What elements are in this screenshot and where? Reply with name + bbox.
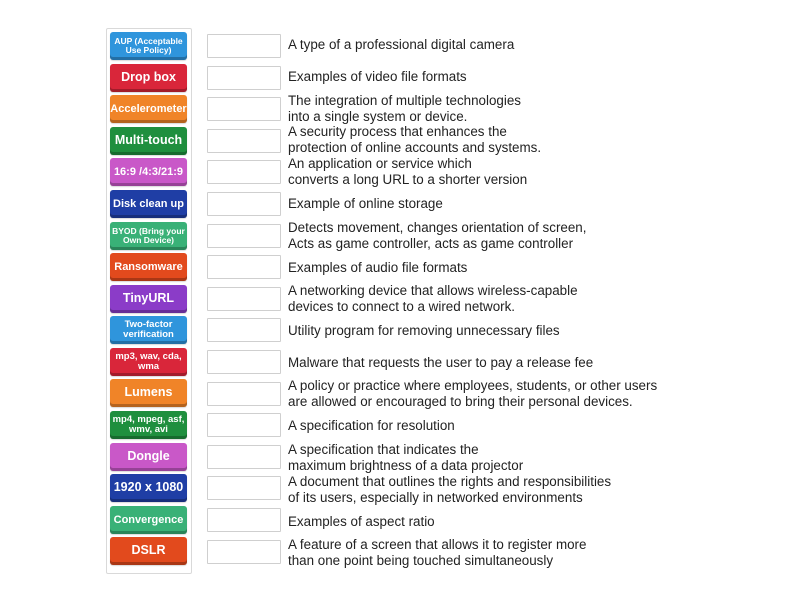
answer-tile[interactable]: Ransomware xyxy=(110,253,187,281)
description-text: A networking device that allows wireless-capable devices to connect to a wired network. xyxy=(288,283,578,314)
answer-tile[interactable]: Accelerometer xyxy=(110,95,187,123)
answer-drop-box[interactable] xyxy=(207,224,281,248)
description-text: Utility program for removing unnecessary files xyxy=(288,323,560,338)
description-text: Examples of aspect ratio xyxy=(288,514,435,529)
answer-tile[interactable]: BYOD (Bring your Own Device) xyxy=(110,222,187,250)
answer-drop-box[interactable] xyxy=(207,445,281,469)
answer-tile[interactable]: DSLR xyxy=(110,537,187,565)
description-text: Examples of video file formats xyxy=(288,69,467,84)
answer-drop-box[interactable] xyxy=(207,287,281,311)
answer-tile[interactable]: Multi-touch xyxy=(110,127,187,155)
answer-drop-box[interactable] xyxy=(207,129,281,153)
answer-tile[interactable]: Two-factor verification xyxy=(110,316,187,344)
answer-tile[interactable]: Dongle xyxy=(110,443,187,471)
answer-drop-box[interactable] xyxy=(207,350,281,374)
description-text: Example of online storage xyxy=(288,196,443,211)
answer-tile[interactable]: 16:9 /4:3/21:9 xyxy=(110,158,187,186)
description-text: A policy or practice where employees, students, or other users are allowed or encouraged to bring their personal devices. xyxy=(288,378,658,409)
answer-tile[interactable]: Drop box xyxy=(110,64,187,92)
answer-drop-box[interactable] xyxy=(207,34,281,58)
answer-tile[interactable]: mp4, mpeg, asf, wmv, avi xyxy=(110,411,187,439)
answer-tiles-panel xyxy=(106,28,192,574)
answer-drop-box[interactable] xyxy=(207,318,281,342)
answer-tile[interactable]: Lumens xyxy=(110,379,187,407)
description-text: A security process that enhances the protection of online accounts and systems. xyxy=(288,124,542,155)
answer-drop-box[interactable] xyxy=(207,255,281,279)
answer-drop-box[interactable] xyxy=(207,160,281,184)
description-text: A specification that indicates the maximum brightness of a data projector xyxy=(288,442,524,473)
description-text: A type of a professional digital camera xyxy=(288,37,515,52)
answer-tile[interactable]: Disk clean up xyxy=(110,190,187,218)
answer-drop-box[interactable] xyxy=(207,97,281,121)
description-text: A feature of a screen that allows it to register more than one point being touched simultaneously xyxy=(288,537,587,568)
answer-tile[interactable]: 1920 x 1080 xyxy=(110,474,187,502)
answer-drop-box[interactable] xyxy=(207,382,281,406)
description-text: Detects movement, changes orientation of screen, Acts as game controller, acts as game controller xyxy=(288,220,587,251)
description-text: An application or service which converts a long URL to a shorter version xyxy=(288,156,528,187)
answer-drop-box[interactable] xyxy=(207,66,281,90)
answer-drop-box[interactable] xyxy=(207,540,281,564)
answer-drop-box[interactable] xyxy=(207,413,281,437)
answer-tile[interactable]: mp3, wav, cda, wma xyxy=(110,348,187,376)
description-text: A document that outlines the rights and responsibilities of its users, especially in networked environments xyxy=(288,474,612,505)
answer-drop-box[interactable] xyxy=(207,508,281,532)
description-text: Malware that requests the user to pay a release fee xyxy=(288,355,594,370)
answer-tile[interactable]: TinyURL xyxy=(110,285,187,313)
description-text: The integration of multiple technologies into a single system or device. xyxy=(288,93,521,124)
answer-drop-box[interactable] xyxy=(207,192,281,216)
description-text: A specification for resolution xyxy=(288,418,455,433)
answer-drop-box[interactable] xyxy=(207,476,281,500)
description-text: Examples of audio file formats xyxy=(288,260,468,275)
answer-tile[interactable]: Convergence xyxy=(110,506,187,534)
answer-tile[interactable]: AUP (Acceptable Use Policy) xyxy=(110,32,187,60)
